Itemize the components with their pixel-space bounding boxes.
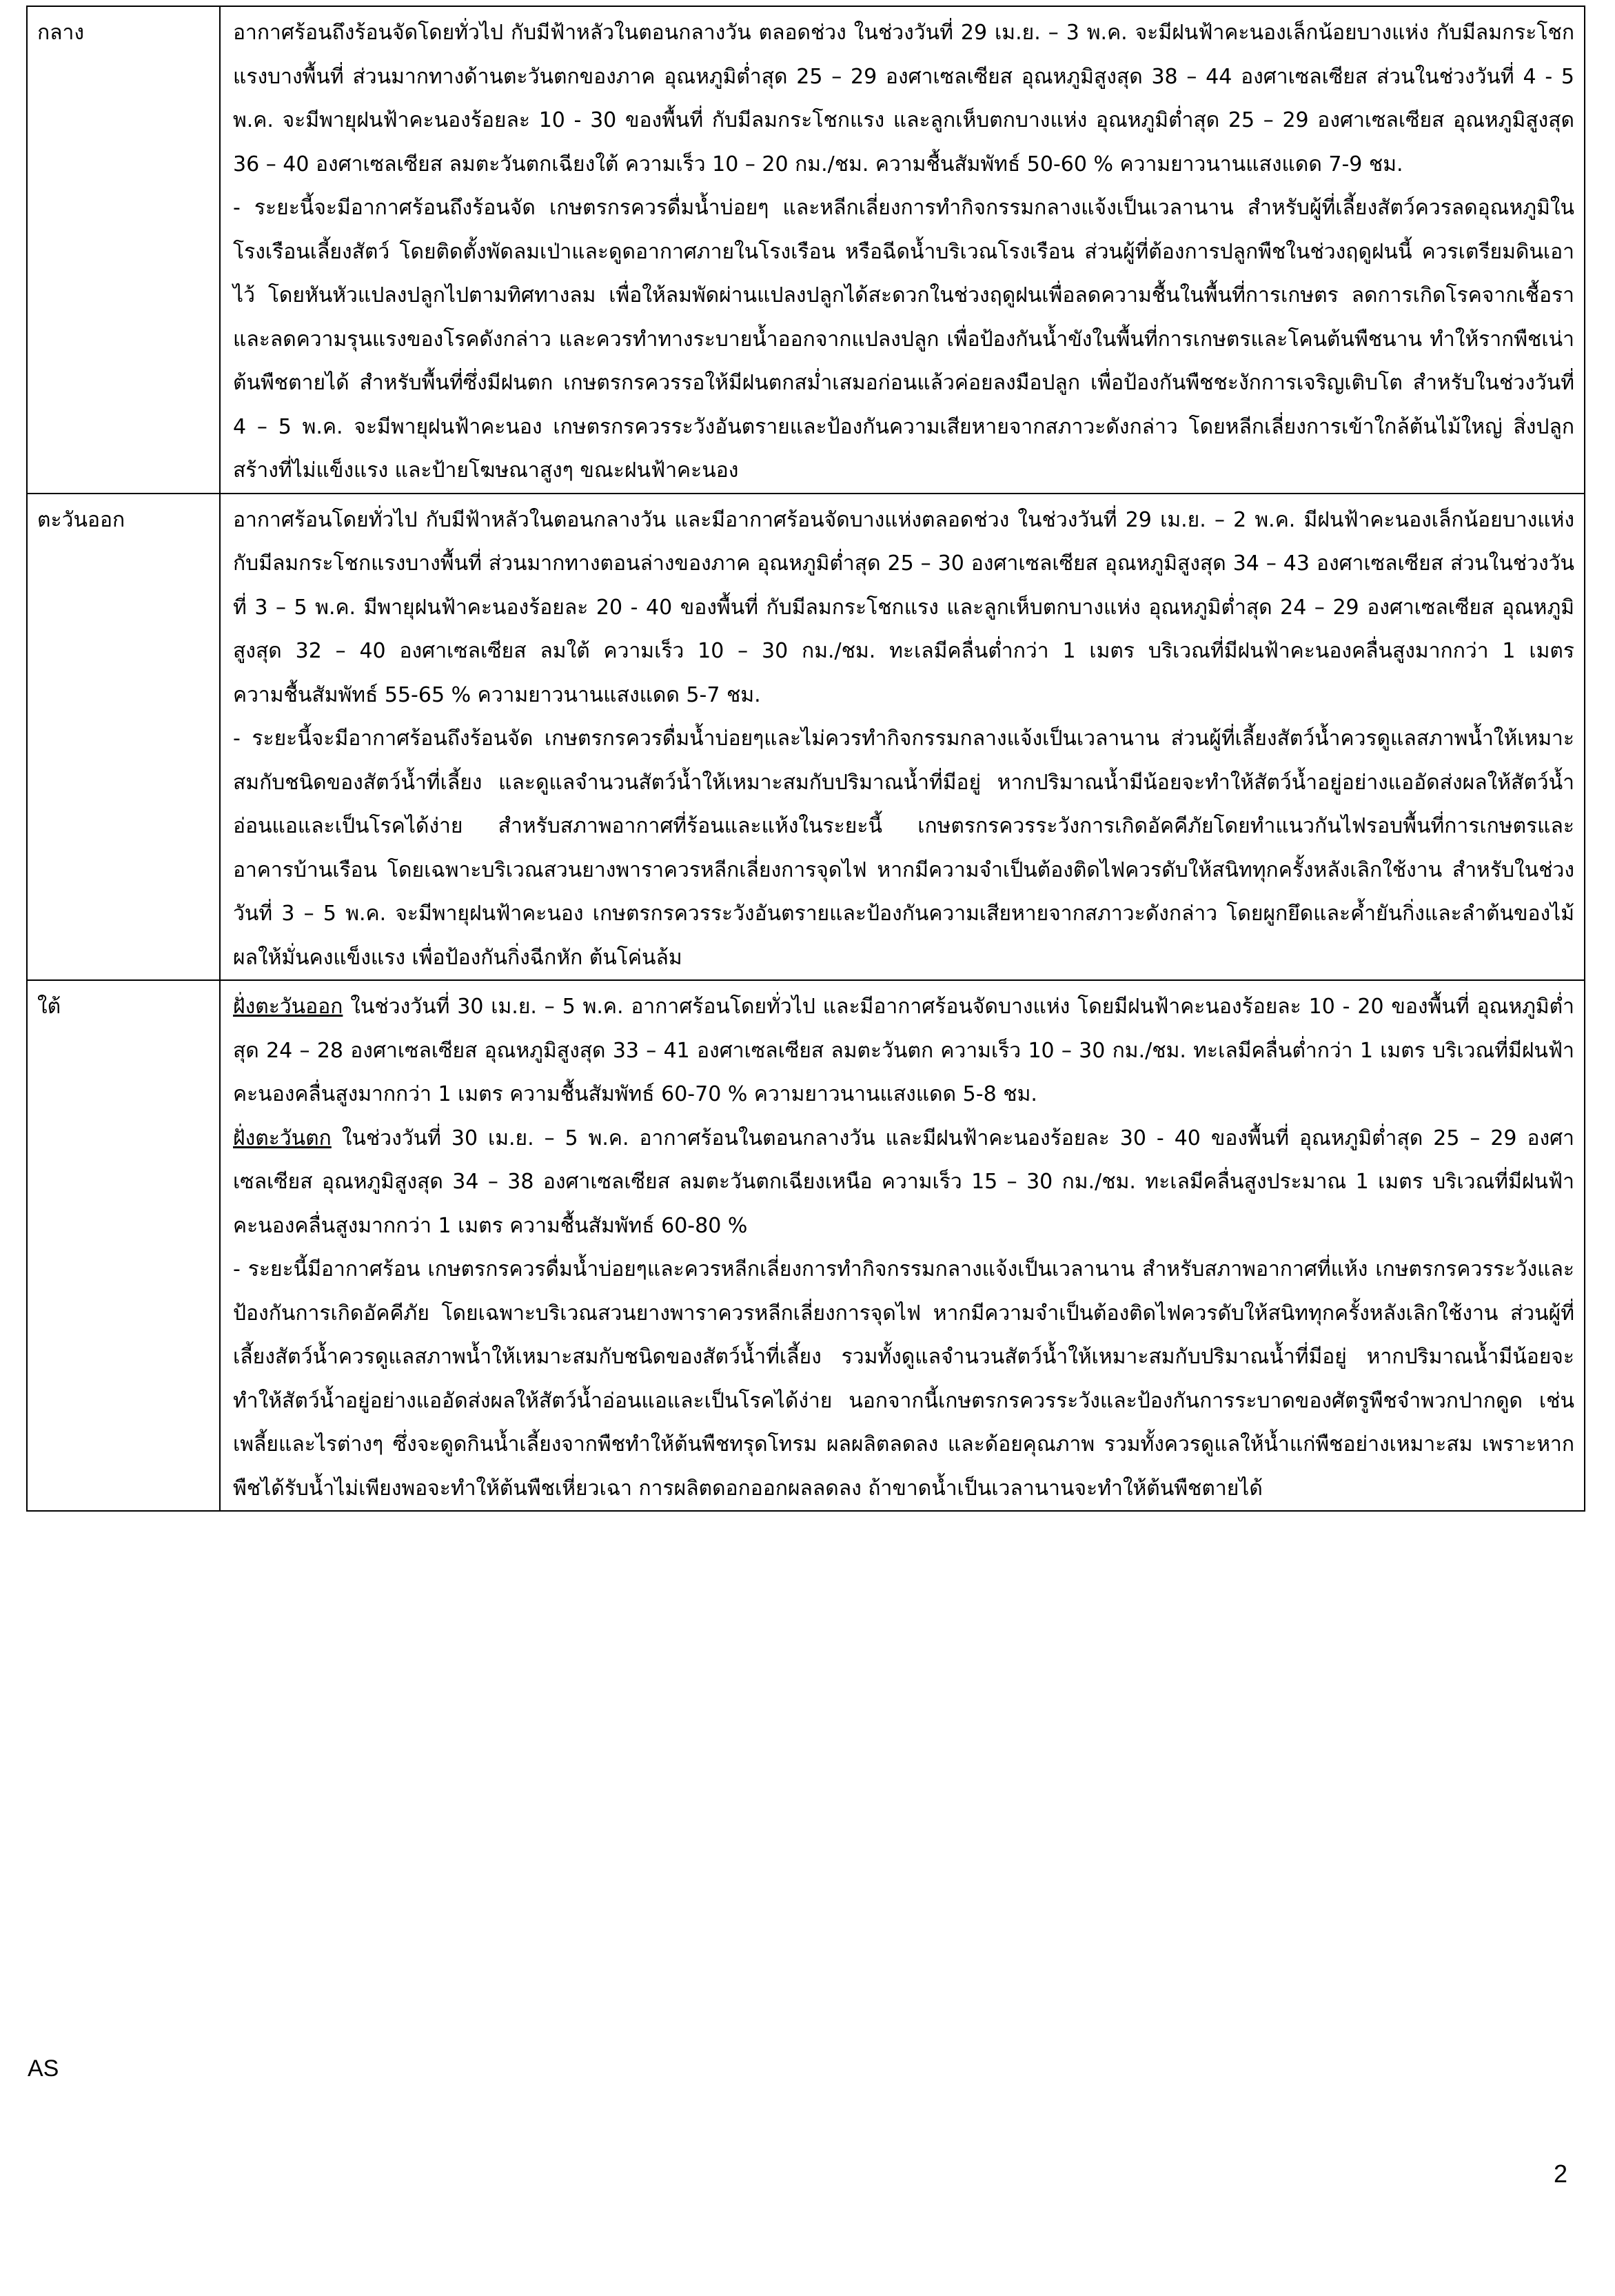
west-coast-text: ในช่วงวันที่ 30 เม.ย. – 5 พ.ค. อากาศร้อนในตอนกลางวัน และมีฝนฟ้าคะนองร้อยละ 30 - 40 ของพื้นที่ อุณหภูมิต่ำสุด 25 – 29 องศาเซลเซียส อุณหภูมิสูงสุด 34 – 38 องศาเซลเซียส ลมตะวันตกเฉียงเหนือ ความเร็ว 15 – 30 กม./ชม. ทะเลมีคลื่นสูงประมาณ 1 เมตร บริเวณที่มีฝนฟ้าคะนองคลื่นสูงมากกว่า 1 เมตร ความชื้นสัมพัทธ์ 60-80 % xyxy=(233,1126,1574,1238)
region-forecast-text xyxy=(220,494,1585,981)
region-row-central xyxy=(27,6,1585,494)
advice-paragraph: - ระยะนี้จะมีอากาศร้อนถึงร้อนจัด เกษตรกรควรดื่มน้ำบ่อยๆและไม่ควรทำกิจกรรมกลางแจ้งเป็นเวลานาน ส่วนผู้ที่เลี้ยงสัตว์น้ำควรดูแลสภาพน้ำให้เหมาะสมกับชนิดของสัตว์น้ำที่เลี้ยง และดูแลจำนวนสัตว์น้ำให้เหมาะสมกับปริมาณน้ำที่มีอยู่ หากปริมาณน้ำมีน้อยจะทำให้สัตว์น้ำอยู่อย่างแออัดส่งผลให้สัตว์น้ำอ่อนแอและเป็นโรคได้ง่าย สำหรับสภาพอากาศที่ร้อนและแห้งในระยะนี้ เกษตรกรควรระวังการเกิดอัคคีภัยโดยทำแนวกันไฟรอบพื้นที่การเกษตรและอาคารบ้านเรือน โดยเฉพาะบริเวณสวนยางพาราควรหลีกเลี่ยงการจุดไฟ หากมีความจำเป็นต้องติดไฟควรดับให้สนิททุกครั้งหลังเลิกใช้งาน สำหรับในช่วงวันที่ 3 – 5 พ.ค. จะมีพายุฝนฟ้าคะนอง เกษตรกรควรระวังอันตรายและป้องกันความเสียหายจากสภาวะดังกล่าว โดยผูกยึดและค้ำยันกิ่งและลำต้นของไม้ผลให้มั่นคงแข็งแรง เพื่อป้องกันกิ่งฉีกหัก ต้นโค่นล้ม xyxy=(233,727,1574,970)
advice-paragraph: - ระยะนี้จะมีอากาศร้อนถึงร้อนจัด เกษตรกรควรดื่มน้ำบ่อยๆ และหลีกเลี่ยงการทำกิจกรรมกลางแจ้งเป็นเวลานาน สำหรับผู้ที่เลี้ยงสัตว์ควรลดอุณหภูมิในโรงเรือนเลี้ยงสัตว์ โดยติดตั้งพัดลมเป่าและดูดอากาศภายในโรงเรือน หรือฉีดน้ำบริเวณโรงเรือน ส่วนผู้ที่ต้องการปลูกพืชในช่วงฤดูฝนนี้ ควรเตรียมดินเอาไว้ โดยหันหัวแปลงปลูกไปตามทิศทางลม เพื่อให้ลมพัดผ่านแปลงปลูกได้สะดวกในช่วงฤดูฝนเพื่อลดความชื้นในพื้นที่การเกษตร ลดการเกิดโรคจากเชื้อราและลดความรุนแรงของโรคดังกล่าว และควรทำทางระบายน้ำออกจากแปลงปลูก เพื่อป้องกันน้ำขังในพื้นที่การเกษตรและโคนต้นพืชนาน ทำให้รากพืชเน่า ต้นพืชตายได้ สำหรับพื้นที่ซึ่งมีฝนตก เกษตรกรควรรอให้มีฝนตกสม่ำเสมอก่อนแล้วค่อยลงมือปลูก เพื่อป้องกันพืชชะงักการเจริญเติบโต สำหรับในช่วงวันที่ 4 – 5 พ.ค. จะมีพายุฝนฟ้าคะนอง เกษตรกรควรระวังอันตรายและป้องกันความเสียหายจากสภาวะดังกล่าว โดยหลีกเลี่ยงการเข้าใกล้ต้นไม้ใหญ่ สิ่งปลูกสร้างที่ไม่แข็งแรง และป้ายโฆษณาสูงๆ ขณะฝนฟ้าคะนอง xyxy=(233,196,1574,482)
advice-paragraph: - ระยะนี้มีอากาศร้อน เกษตรกรควรดื่มน้ำบ่อยๆและควรหลีกเลี่ยงการทำกิจกรรมกลางแจ้งเป็นเวลานาน สำหรับสภาพอากาศที่แห้ง เกษตรกรควรระวังและป้องกันการเกิดอัคคีภัย โดยเฉพาะบริเวณสวนยางพาราควรหลีกเลี่ยงการจุดไฟ หากมีความจำเป็นต้องติดไฟควรดับให้สนิททุกครั้งหลังเลิกใช้งาน ส่วนผู้ที่เลี้ยงสัตว์น้ำควรดูแลสภาพน้ำให้เหมาะสมกับชนิดของสัตว์น้ำที่เลี้ยง รวมทั้งดูแลจำนวนสัตว์น้ำให้เหมาะสมกับปริมาณน้ำที่มีอยู่ หากปริมาณน้ำมีน้อยจะทำให้สัตว์น้ำอยู่อย่างแออัดส่งผลให้สัตว์น้ำอ่อนแอและเป็นโรคได้ง่าย นอกจากนี้เกษตรกรควรระวังและป้องกันการระบาดของศัตรูพืชจำพวกปากดูด เช่น เพลี้ยและไรต่างๆ ซึ่งจะดูดกินน้ำเลี้ยงจากพืชทำให้ต้นพืชทรุดโทรม ผลผลิตลดลง และด้อยคุณภาพ รวมทั้งควรดูแลให้น้ำแก่พืชอย่างเหมาะสม เพราะหากพืชได้รับน้ำไม่เพียงพอจะทำให้ต้นพืชเหี่ยวเฉา การผลิตดอกออกผลลดลง ถ้าขาดน้ำเป็นเวลานานจะทำให้ต้นพืชตายได้ xyxy=(233,1257,1574,1501)
west-coast-paragraph xyxy=(233,1117,1574,1248)
regional-forecast-table xyxy=(26,6,1585,1512)
region-row-east xyxy=(27,494,1585,981)
region-row-south xyxy=(27,980,1585,1511)
region-name: ตะวันออก xyxy=(27,494,220,981)
region-forecast-text xyxy=(220,980,1585,1511)
region-name: กลาง xyxy=(27,6,220,494)
east-coast-heading: ฝั่งตะวันออก xyxy=(233,995,343,1019)
west-coast-heading: ฝั่งตะวันตก xyxy=(233,1126,332,1150)
footer-mark: AS xyxy=(28,2055,59,2082)
forecast-paragraph: อากาศร้อนถึงร้อนจัดโดยทั่วไป กับมีฟ้าหลัวในตอนกลางวัน ตลอดช่วง ในช่วงวันที่ 29 เม.ย. – 3 พ.ค. จะมีฝนฟ้าคะนองเล็กน้อยบางแห่ง กับมีลมกระโชกแรงบางพื้นที่ ส่วนมากทางด้านตะวันตกของภาค อุณหภูมิต่ำสุด 25 – 29 องศาเซลเซียส อุณหภูมิสูงสุด 38 – 44 องศาเซลเซียส ส่วนในช่วงวันที่ 4 - 5 พ.ค. จะมีพายุฝนฟ้าคะนองร้อยละ 10 - 30 ของพื้นที่ กับมีลมกระโชกแรง และลูกเห็บตกบางแห่ง อุณหภูมิต่ำสุด 25 – 29 องศาเซลเซียส อุณหภูมิสูงสุด 36 – 40 องศาเซลเซียส ลมตะวันตกเฉียงใต้ ความเร็ว 10 – 20 กม./ชม. ความชื้นสัมพัทธ์ 50-60 % ความยาวนานแสงแดด 7-9 ชม. xyxy=(233,21,1574,176)
region-forecast-text xyxy=(220,6,1585,494)
east-coast-text: ในช่วงวันที่ 30 เม.ย. – 5 พ.ค. อากาศร้อนโดยทั่วไป และมีอากาศร้อนจัดบางแห่ง โดยมีฝนฟ้าคะนองร้อยละ 10 - 20 ของพื้นที่ อุณหภูมิต่ำสุด 24 – 28 องศาเซลเซียส อุณหภูมิสูงสุด 33 – 41 องศาเซลเซียส ลมตะวันตก ความเร็ว 10 – 30 กม./ชม. ทะเลมีคลื่นต่ำกว่า 1 เมตร บริเวณที่มีฝนฟ้าคะนองคลื่นสูงมากกว่า 1 เมตร ความชื้นสัมพัทธ์ 60-70 % ความยาวนานแสงแดด 5-8 ชม. xyxy=(233,995,1574,1106)
forecast-paragraph: อากาศร้อนโดยทั่วไป กับมีฟ้าหลัวในตอนกลางวัน และมีอากาศร้อนจัดบางแห่งตลอดช่วง ในช่วงวันที่ 29 เม.ย. – 2 พ.ค. มีฝนฟ้าคะนองเล็กน้อยบางแห่ง กับมีลมกระโชกแรงบางพื้นที่ ส่วนมากทางตอนล่างของภาค อุณหภูมิต่ำสุด 25 – 30 องศาเซลเซียส อุณหภูมิสูงสุด 34 – 43 องศาเซลเซียส ส่วนในช่วงวันที่ 3 – 5 พ.ค. มีพายุฝนฟ้าคะนองร้อยละ 20 - 40 ของพื้นที่ กับมีลมกระโชกแรง และลูกเห็บตกบางแห่ง อุณหภูมิต่ำสุด 24 – 29 องศาเซลเซียส อุณหภูมิสูงสุด 32 – 40 องศาเซลเซียส ลมใต้ ความเร็ว 10 – 30 กม./ชม. ทะเลมีคลื่นต่ำกว่า 1 เมตร บริเวณที่มีฝนฟ้าคะนองคลื่นสูงมากกว่า 1 เมตร ความชื้นสัมพัทธ์ 55-65 % ความยาวนานแสงแดด 5-7 ชม. xyxy=(233,507,1574,707)
east-coast-paragraph xyxy=(233,985,1574,1117)
page-number: 2 xyxy=(1554,2160,1568,2188)
region-name: ใต้ xyxy=(27,980,220,1511)
